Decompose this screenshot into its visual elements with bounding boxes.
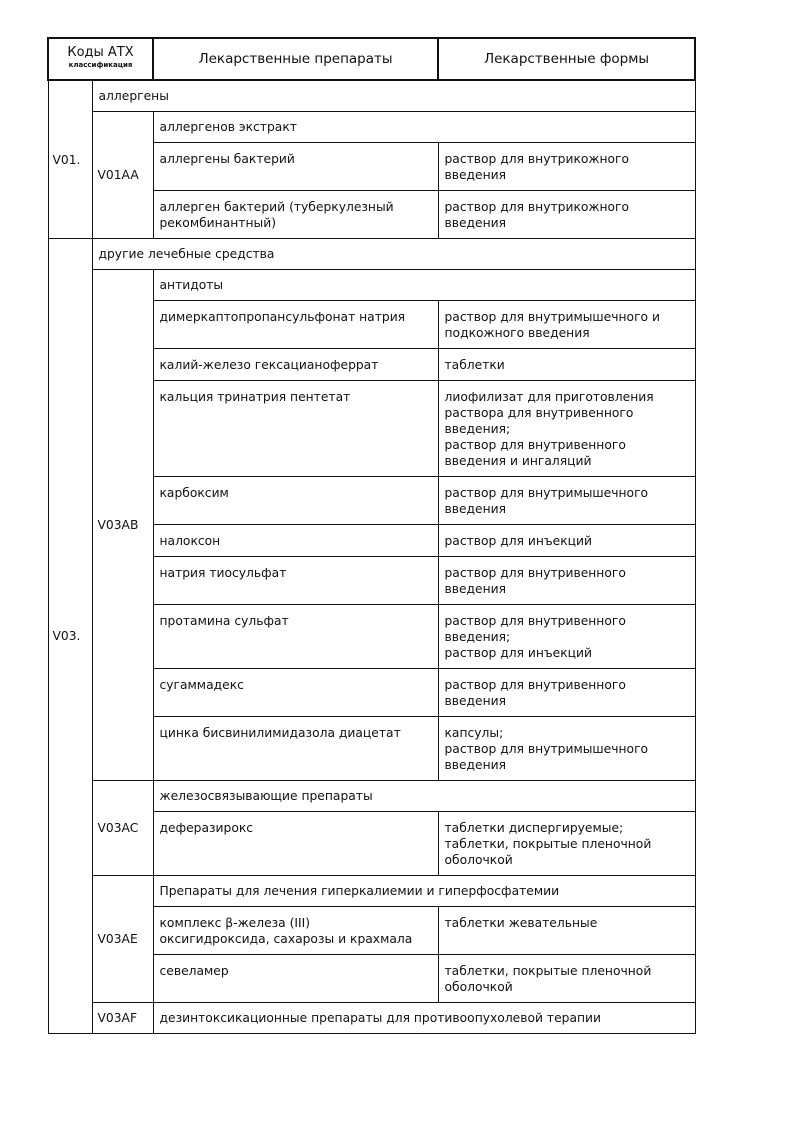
group-row	[48, 239, 695, 270]
header-drugs: Лекарственные препараты	[153, 38, 438, 80]
drug-name	[153, 349, 438, 381]
subgroup-code	[92, 1003, 153, 1034]
subgroup-name-text: Препараты для лечения гиперкалиемии и гиперфосфатемии	[159, 884, 560, 898]
drug-name	[153, 669, 438, 717]
subgroup-code	[92, 270, 153, 781]
subgroup-row	[48, 876, 695, 907]
drug-form-text: раствор для внутримышечного введения	[444, 486, 649, 516]
drug-form	[438, 477, 695, 525]
drug-name	[153, 301, 438, 349]
drug-form-text: раствор для внутримышечного и подкожного введения	[444, 310, 660, 340]
subgroup-row	[48, 1003, 695, 1034]
drug-table	[47, 37, 694, 1034]
subgroup-code	[92, 876, 153, 1003]
drug-form	[438, 717, 695, 781]
drug-form	[438, 349, 695, 381]
drug-name	[153, 477, 438, 525]
subgroup-code-text: V03AC	[97, 821, 139, 835]
drug-form	[438, 191, 695, 239]
drug-name-text: аллергены бактерий	[159, 152, 295, 166]
group-name-text: другие лечебные средства	[98, 247, 275, 261]
drug-form	[438, 525, 695, 557]
drug-form	[438, 812, 695, 876]
subgroup-code-text: V03AB	[97, 518, 139, 532]
subgroup-code-text: V03AE	[97, 932, 138, 946]
drug-name	[153, 955, 438, 1003]
drug-name-text: протамина сульфат	[159, 614, 289, 628]
drug-name-text: комплекс β-железа (III) оксигидроксида, сахарозы и крахмала	[159, 916, 413, 946]
drug-name-text: калий-железо гексацианоферрат	[159, 358, 379, 372]
subgroup-row	[48, 781, 695, 812]
drug-form-text: лиофилизат для приготовления раствора для внутривенного введения; раствор для внутривенного введения и ингаляций	[444, 390, 654, 468]
drug-name	[153, 191, 438, 239]
drug-name	[153, 381, 438, 477]
drug-form-text: таблетки диспергируемые; таблетки, покрытые пленочной оболочкой	[444, 821, 652, 867]
drug-form	[438, 301, 695, 349]
drug-form	[438, 955, 695, 1003]
drug-name-text: аллерген бактерий (туберкулезный рекомбинантный)	[159, 200, 394, 230]
drug-name	[153, 557, 438, 605]
group-row	[48, 80, 695, 112]
drug-form-text: раствор для внутривенного введения; раствор для инъекций	[444, 614, 626, 660]
subgroup-row	[48, 270, 695, 301]
drug-form	[438, 605, 695, 669]
drug-name-text: димеркаптопропансульфонат натрия	[159, 310, 406, 324]
drug-name	[153, 605, 438, 669]
drug-form-text: раствор для внутривенного введения	[444, 678, 626, 708]
drug-form	[438, 381, 695, 477]
subgroup-code	[92, 112, 153, 239]
subgroup-name-text: железосвязывающие препараты	[159, 789, 373, 803]
header-codes-sublabel: классификация	[68, 61, 133, 69]
drug-name-text: деферазирокс	[159, 821, 254, 835]
drug-form-text: раствор для внутривенного введения	[444, 566, 626, 596]
drug-form-text: таблетки	[444, 358, 505, 372]
subgroup-name	[153, 781, 695, 812]
table-header	[48, 38, 695, 80]
group-code	[48, 239, 92, 1034]
drug-name	[153, 907, 438, 955]
drug-form-text: таблетки жевательные	[444, 916, 598, 930]
drug-form	[438, 143, 695, 191]
drug-name	[153, 525, 438, 557]
subgroup-row	[48, 112, 695, 143]
drug-name	[153, 143, 438, 191]
atc-table	[47, 37, 696, 1034]
drug-form	[438, 557, 695, 605]
group-name	[92, 80, 695, 112]
subgroup-code-text: V03AF	[97, 1011, 138, 1025]
drug-name-text: налоксон	[159, 534, 221, 548]
drug-form-text: раствор для инъекций	[444, 534, 592, 548]
subgroup-name-text: аллергенов экстракт	[159, 120, 297, 134]
subgroup-name-text: антидоты	[159, 278, 224, 292]
subgroup-code	[92, 781, 153, 876]
group-code	[48, 80, 92, 239]
group-name	[92, 239, 695, 270]
drug-name	[153, 812, 438, 876]
drug-name-text: натрия тиосульфат	[159, 566, 287, 580]
drug-name-text: карбоксим	[159, 486, 229, 500]
group-code-text: V01.	[52, 152, 81, 167]
subgroup-name	[153, 1003, 695, 1034]
subgroup-code-text: V01AA	[97, 168, 139, 182]
drug-name-text: кальция тринатрия пентетат	[159, 390, 351, 404]
group-name-text: аллергены	[98, 89, 169, 103]
drug-form-text: раствор для внутрикожного введения	[444, 200, 630, 230]
subgroup-name-text: дезинтоксикационные препараты для противоопухолевой терапии	[159, 1011, 602, 1025]
drug-form-text: таблетки, покрытые пленочной оболочкой	[444, 964, 652, 994]
group-code-text: V03.	[52, 629, 81, 643]
drug-form	[438, 907, 695, 955]
drug-form-text: капсулы; раствор для внутримышечного введения	[444, 726, 649, 772]
drug-name-text: севеламер	[159, 964, 229, 978]
subgroup-name	[153, 112, 695, 143]
header-codes-label: Коды АТХ	[67, 45, 134, 60]
header-codes	[48, 38, 153, 80]
drug-name-text: сугаммадекс	[159, 678, 244, 692]
drug-form-text: раствор для внутрикожного введения	[444, 152, 630, 182]
subgroup-name	[153, 270, 695, 301]
drug-name-text: цинка бисвинилимидазола диацетат	[159, 726, 401, 740]
header-forms: Лекарственные формы	[438, 38, 695, 80]
subgroup-name	[153, 876, 695, 907]
drug-form	[438, 669, 695, 717]
drug-name	[153, 717, 438, 781]
